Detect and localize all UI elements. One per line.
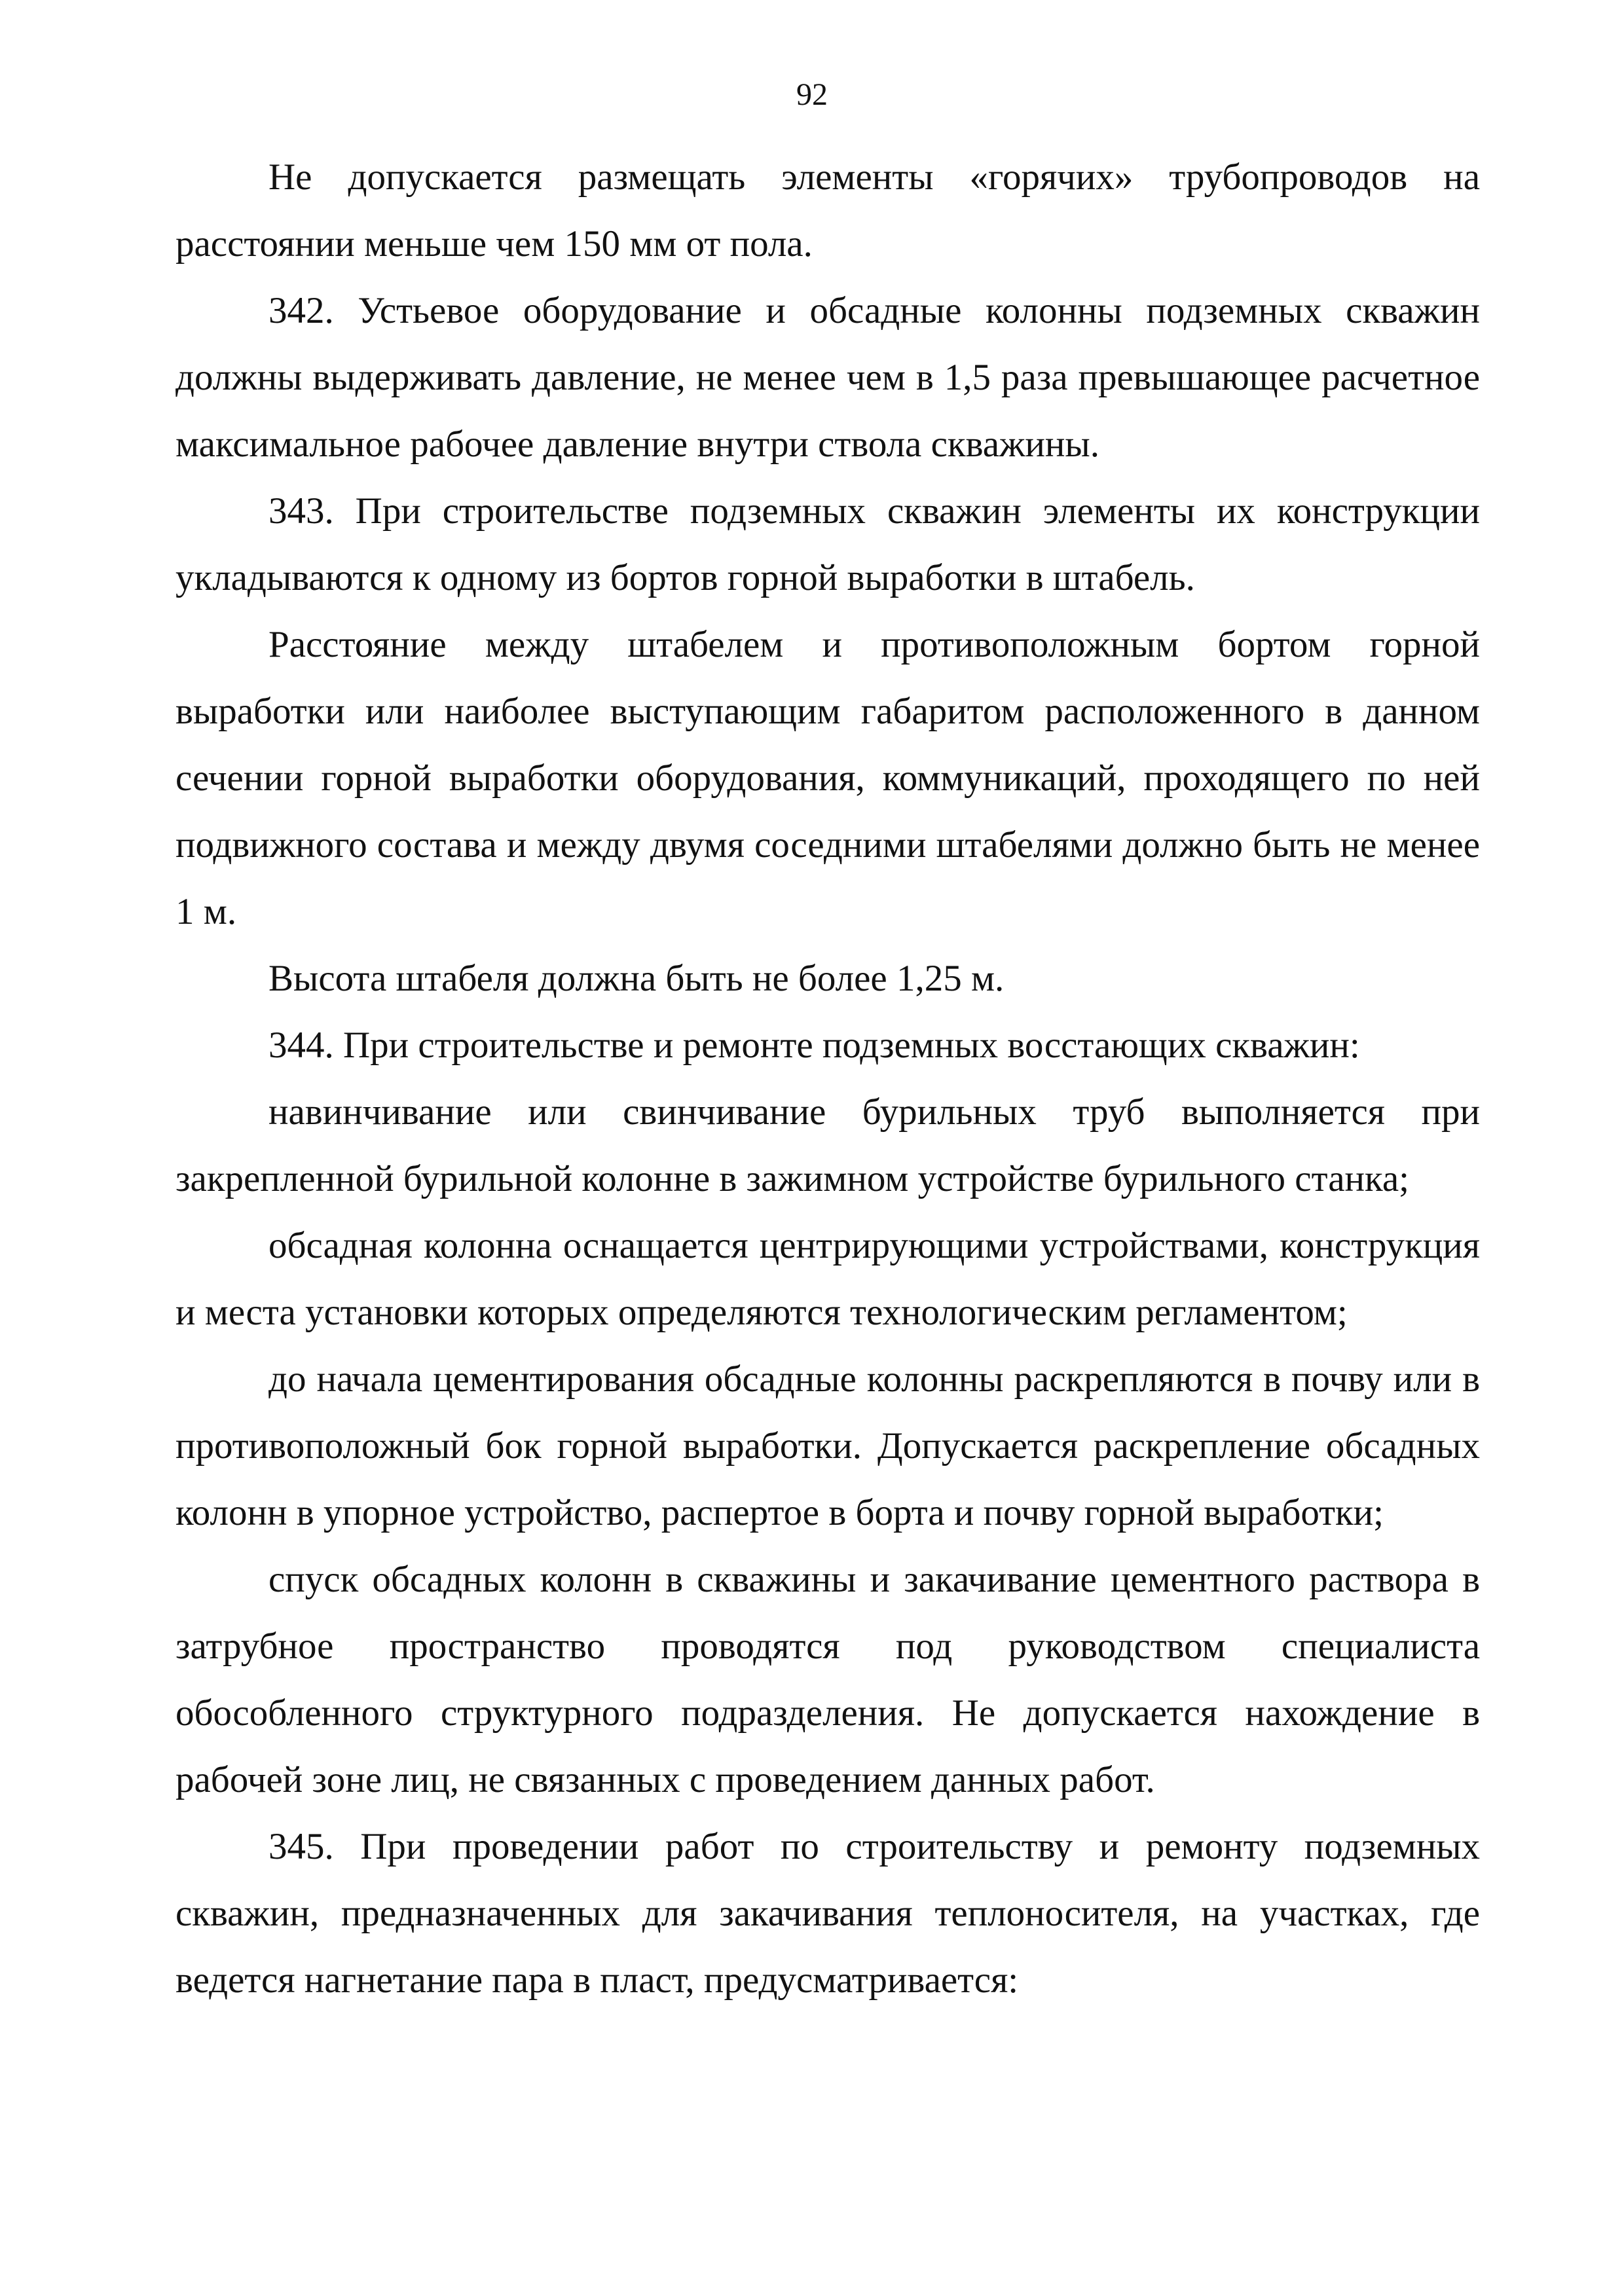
- paragraph-stack-height: Высота штабеля должна быть не более 1,25 м.: [268, 958, 1005, 999]
- document-body: [175, 144, 1480, 2014]
- paragraph-342: 342. Устьевое оборудование и обсадные колонны подземных скважин должны выдерживать давление, не менее чем в 1,5 раза превышающее расчетное максимальное рабочее давление внутри ствола скважины.: [175, 290, 1480, 465]
- paragraph-345: 345. При проведении работ по строительству и ремонту подземных скважин, предназначенных для закачивания теплоносителя, на участках, где ведется нагнетание пара в пласт, предусматривается:: [175, 1826, 1480, 2001]
- paragraph-stack-distance: Расстояние между штабелем и противоположным бортом горной выработки или наиболее выступающим габаритом расположенного в данном сечении горной выработки оборудования, коммуникаций, проходящего по ней подвижного состава и между двумя соседними штабелями должно быть не менее 1 м.: [175, 624, 1480, 932]
- page-number: 92: [796, 77, 828, 112]
- paragraph-casing-lowering: спуск обсадных колонн в скважины и закачивание цементного раствора в затрубное пространство проводятся под руководством специалиста обособленного структурного подразделения. Не допускается нахождение в рабочей зоне лиц, не связанных с проведением данных работ.: [175, 1559, 1480, 1800]
- paragraph-hot-pipelines: Не допускается размещать элементы «горячих» трубопроводов на расстоянии меньше чем 150 мм от пола.: [175, 156, 1480, 264]
- paragraph-pipe-screwing: навинчивание или свинчивание бурильных труб выполняется при закрепленной бурильной колонне в зажимном устройстве бурильного станка;: [175, 1091, 1480, 1199]
- paragraph-343: 343. При строительстве подземных скважин элементы их конструкции укладываются к одному из бортов горной выработки в штабель.: [175, 490, 1480, 598]
- paragraph-344: 344. При строительстве и ремонте подземных восстающих скважин:: [268, 1025, 1360, 1066]
- paragraph-casing-centering: обсадная колонна оснащается центрирующими устройствами, конструкция и места установки которых определяются технологическим регламентом;: [175, 1225, 1480, 1333]
- paragraph-cementing: до начала цементирования обсадные колонны раскрепляются в почву или в противоположный бок горной выработки. Допускается раскрепление обсадных колонн в упорное устройство, распертое в борта и почву горной выработки;: [175, 1358, 1480, 1533]
